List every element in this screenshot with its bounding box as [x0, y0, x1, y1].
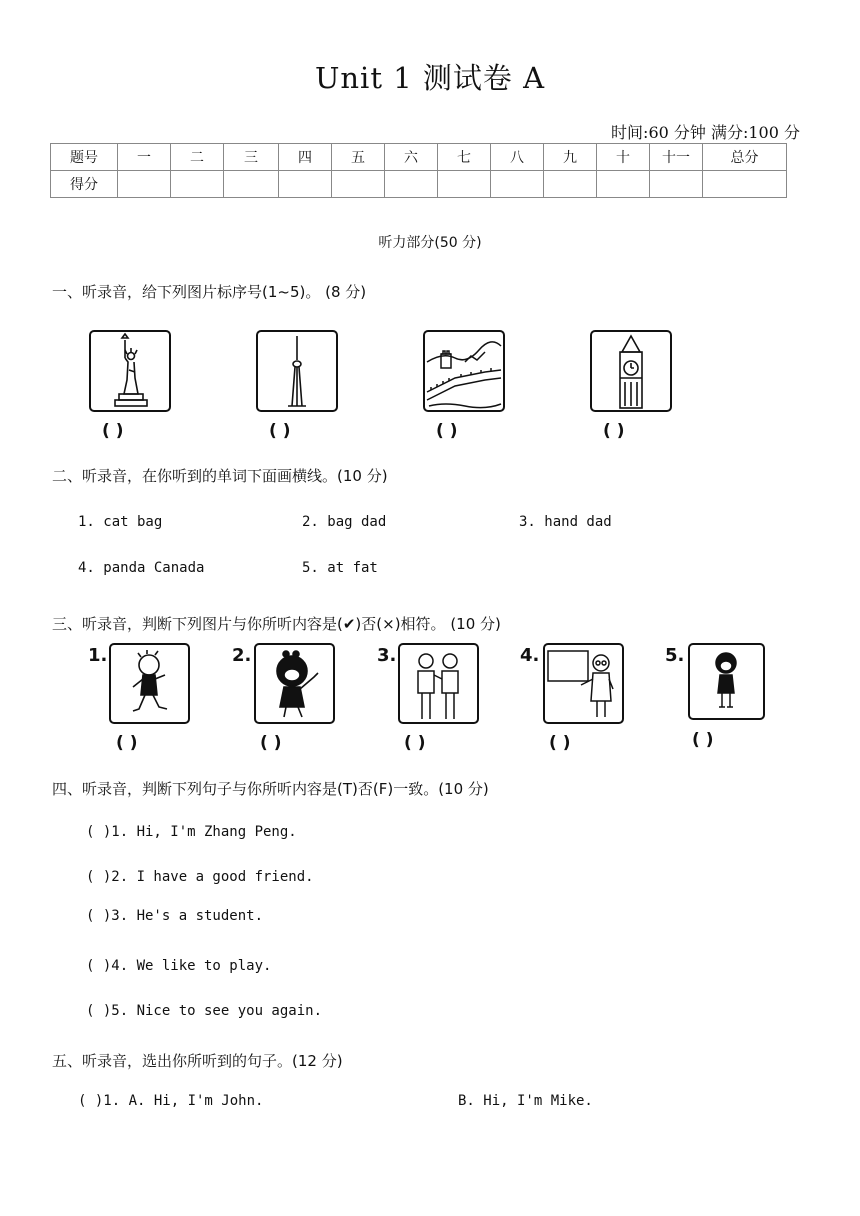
choice-question: ( )1. A. Hi, I'm John. [78, 1093, 264, 1109]
score-cell: 题号 [51, 144, 118, 171]
score-cell: 四 [279, 144, 332, 171]
score-input-cell[interactable] [332, 171, 385, 198]
score-table [50, 143, 787, 198]
score-input-cell[interactable] [279, 171, 332, 198]
score-table-score-row [51, 171, 787, 198]
score-input-cell[interactable] [224, 171, 279, 198]
score-input-cell[interactable] [597, 171, 650, 198]
listening-header: 听力部分(50 分) [378, 235, 482, 251]
girl-waving-icon [254, 643, 335, 724]
score-input-cell[interactable] [171, 171, 224, 198]
section-2-title: 二、听录音，在你听到的单词下面画横线。(10 分) [52, 467, 388, 485]
big-ben-icon [590, 330, 672, 412]
word-pair: 1. cat bag [78, 514, 163, 530]
cn-tower-icon [256, 330, 338, 412]
tf-question: ( )2. I have a good friend. [86, 869, 314, 885]
score-input-cell[interactable] [703, 171, 787, 198]
two-boys-icon [398, 643, 479, 724]
picture-number: 3. [377, 645, 397, 666]
tf-question: ( )4. We like to play. [86, 958, 272, 974]
score-cell: 八 [491, 144, 544, 171]
answer-paren[interactable]: ( ) [404, 733, 426, 753]
word-pair: 2. bag dad [302, 514, 387, 530]
score-table-header-row [51, 144, 787, 171]
answer-paren[interactable]: ( ) [269, 421, 291, 441]
exam-meta: 时间:60 分钟 满分:100 分 [611, 123, 800, 142]
score-cell: 十 [597, 144, 650, 171]
statue-of-liberty-icon [89, 330, 171, 412]
word-pair: 4. panda Canada [78, 560, 205, 576]
picture-number: 5. [665, 645, 685, 666]
great-wall-icon [423, 330, 505, 412]
score-input-cell[interactable] [438, 171, 491, 198]
choice-option-b: B. Hi, I'm Mike. [458, 1093, 593, 1109]
boy-running-icon [109, 643, 190, 724]
score-cell: 二 [171, 144, 224, 171]
picture-number: 4. [520, 645, 540, 666]
score-input-cell[interactable] [491, 171, 544, 198]
tf-question: ( )3. He's a student. [86, 908, 264, 924]
answer-paren[interactable]: ( ) [260, 733, 282, 753]
answer-paren[interactable]: ( ) [603, 421, 625, 441]
score-cell: 五 [332, 144, 385, 171]
answer-paren[interactable]: ( ) [436, 421, 458, 441]
girl-standing-icon [688, 643, 765, 720]
score-cell: 九 [544, 144, 597, 171]
section-1-title: 一、听录音，给下列图片标序号(1~5)。 (8 分) [52, 283, 367, 301]
page-title: Unit 1 测试卷 A [314, 61, 546, 95]
section-4-title: 四、听录音，判断下列句子与你所听内容是(T)否(F)一致。(10 分) [52, 780, 489, 798]
section-3-title: 三、听录音，判断下列图片与你所听内容是(✔)否(×)相符。 (10 分) [52, 615, 501, 633]
score-cell: 六 [385, 144, 438, 171]
score-cell: 总分 [703, 144, 787, 171]
score-input-cell[interactable] [385, 171, 438, 198]
picture-number: 1. [88, 645, 108, 666]
teacher-board-icon [543, 643, 624, 724]
word-pair: 5. at fat [302, 560, 378, 576]
word-pair: 3. hand dad [519, 514, 612, 530]
score-cell: 七 [438, 144, 491, 171]
answer-paren[interactable]: ( ) [549, 733, 571, 753]
score-input-cell[interactable] [544, 171, 597, 198]
score-cell: 一 [118, 144, 171, 171]
score-cell: 得分 [51, 171, 118, 198]
answer-paren[interactable]: ( ) [116, 733, 138, 753]
tf-question: ( )5. Nice to see you again. [86, 1003, 323, 1019]
tf-question: ( )1. Hi, I'm Zhang Peng. [86, 824, 297, 840]
answer-paren[interactable]: ( ) [102, 421, 124, 441]
score-input-cell[interactable] [118, 171, 171, 198]
answer-paren[interactable]: ( ) [692, 730, 714, 750]
score-input-cell[interactable] [650, 171, 703, 198]
section-5-title: 五、听录音，选出你所听到的句子。(12 分) [52, 1052, 343, 1070]
picture-number: 2. [232, 645, 252, 666]
score-cell: 十一 [650, 144, 703, 171]
score-cell: 三 [224, 144, 279, 171]
